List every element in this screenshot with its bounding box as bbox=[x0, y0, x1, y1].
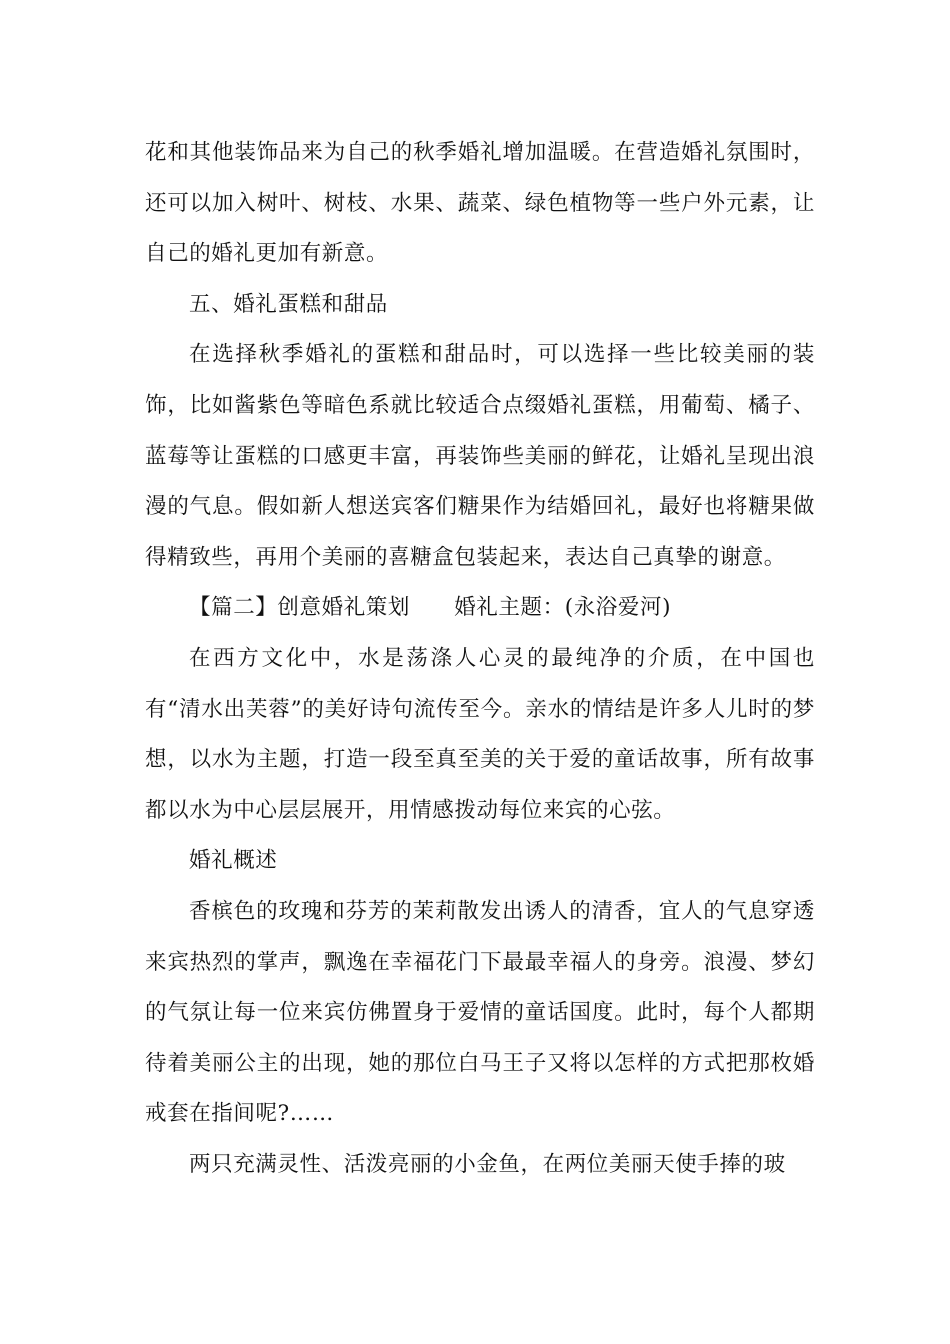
paragraph-goldfish: 两只充满灵性、活泼亮丽的小金鱼，在两位美丽天使手捧的玻 bbox=[189, 1151, 786, 1177]
section-heading-cake-desserts: 五、婚礼蛋糕和甜品 bbox=[189, 291, 388, 317]
document-body bbox=[145, 128, 815, 1190]
paragraph-overview: 香槟色的玫瑰和芬芳的茉莉散发出诱人的清香，宜人的气息穿透来宾热烈的掌声，飘逸在幸福花门下最最幸福人的身旁。浪漫、梦幻的气氛让每一位来宾仿佛置身于爱情的童话国度。此时，每个人都期待着美丽公主的出现，她的那位白马王子又将以怎样的方式把那枚婚戒套在指间呢?…… bbox=[145, 898, 815, 1127]
section-heading-overview: 婚礼概述 bbox=[189, 848, 278, 874]
paragraph-autumn-decor: 花和其他装饰品来为自己的秋季婚礼增加温暖。在营造婚礼氛围时，还可以加入树叶、树枝、水果、蔬菜、绿色植物等一些户外元素，让自己的婚礼更加有新意。 bbox=[145, 140, 815, 267]
paragraph-water-theme: 在西方文化中，水是荡涤人心灵的最纯净的介质，在中国也有“清水出芙蓉”的美好诗句流传至今。亲水的情结是许多人儿时的梦想，以水为主题，打造一段至真至美的关于爱的童话故事，所有故事都以水为中心层层展开，用情感拨动每位来宾的心弦。 bbox=[145, 645, 815, 823]
section-heading-part-two: 【篇二】创意婚礼策划 婚礼主题：(永浴爱河) bbox=[189, 595, 672, 621]
paragraph-cake-desserts: 在选择秋季婚礼的蛋糕和甜品时，可以选择一些比较美丽的装饰，比如酱紫色等暗色系就比较适合点缀婚礼蛋糕，用葡萄、橘子、蓝莓等让蛋糕的口感更丰富，再装饰些美丽的鲜花，让婚礼呈现出浪漫的气息。假如新人想送宾客们糖果作为结婚回礼，最好也将糖果做得精致些，再用个美丽的喜糖盒包装起来，表达自己真挚的谢意。 bbox=[145, 342, 815, 570]
